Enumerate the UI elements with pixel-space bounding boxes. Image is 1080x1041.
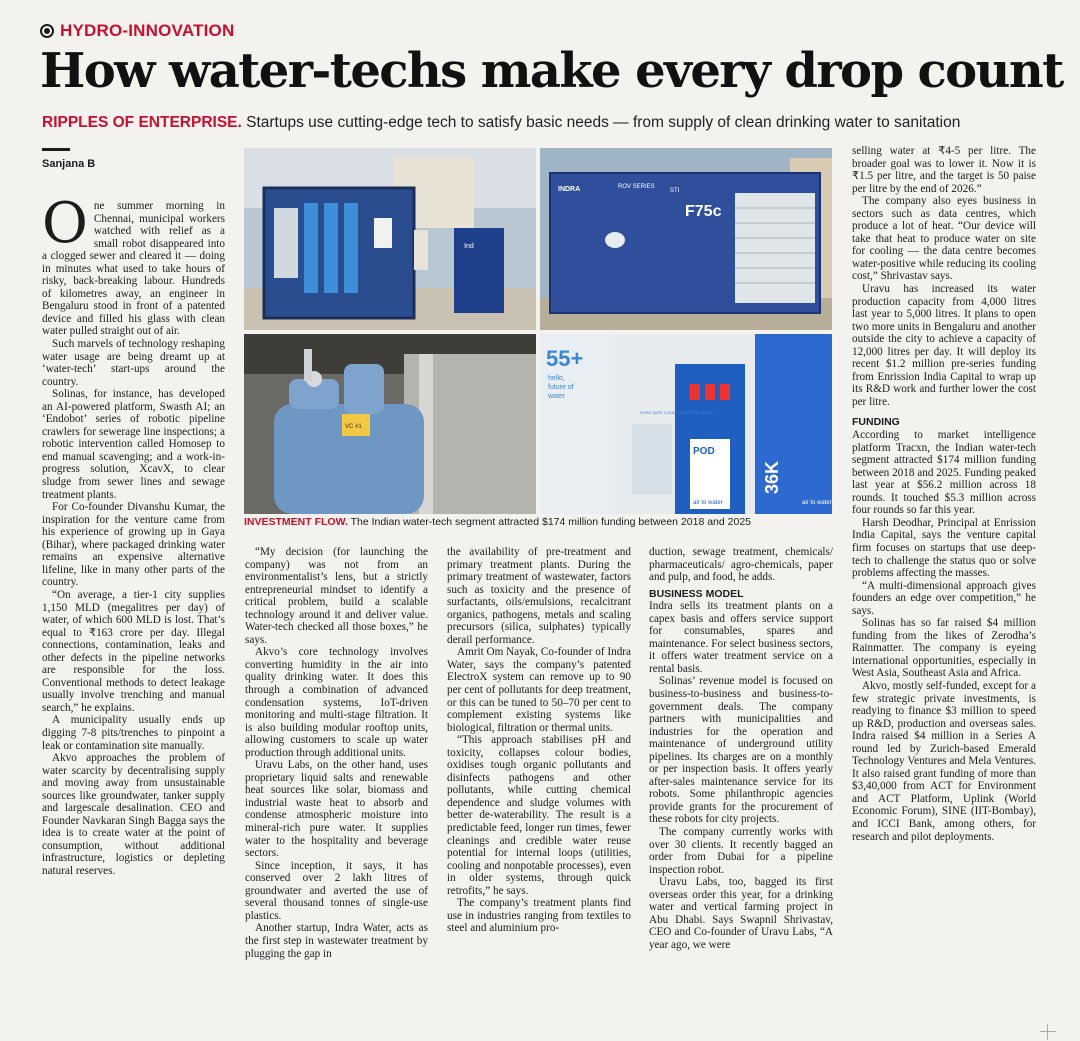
paragraph: Harsh Deodhar, Principal at Enrission India Capital, says the venture capital firm focuses on startups that use deep-tech to challenge the status quo or solve problems affecting the masses. xyxy=(852,516,1036,580)
paragraph: the availability of pre-treatment and primary treatment plants. During the primary treatment of wastewater, factors such as toxicity and the presence of surfactants, oils/emulsions, recalcitrant organics, pathogens, metals and scaling precursors (silica, sulphates) typically derail performance. xyxy=(447,546,631,646)
paragraph: duction, sewage treatment, chemicals/ pharmaceuticals/ agro-chemicals, paper and pulp, and food, he adds. xyxy=(649,546,833,584)
column-4 xyxy=(649,546,833,952)
paragraph: Such marvels of technology reshaping water usage are being dreamt up at ‘water-tech’ start-ups around the country. xyxy=(42,338,225,388)
paragraph: Amrit Om Nayak, Co-founder of Indra Water, says the company’s patented ElectroX system can remove up to 90 per cent of pollutants for deep treatment, or this can be tuned to 50–70 per cent to complement existing systems like biological, filtration or thermal units. xyxy=(447,646,631,734)
paragraph: Since inception, it says, it has conserved over 2 lakh litres of groundwater and averted the use of several thousand tonnes of single-use plastics. xyxy=(245,859,428,922)
crop-mark-icon xyxy=(1040,1024,1056,1040)
photo-label: Ind xyxy=(464,243,474,250)
paragraph: “On average, a tier-1 city supplies 1,150 MLD (megalitres per day) of water, of which 600 MLD is lost. That’s equal to ₹163 crore per day. Illegal connections, contamination, leaks and other defects in the pipeline networks are responsible for the loss. Conventional methods to detect leakage usually involve trenching and manual search,” he explains. xyxy=(42,588,225,714)
photo-illustration xyxy=(540,148,832,330)
kicker-label: HYDRO-INNOVATION xyxy=(60,21,235,40)
photo-caption xyxy=(244,516,834,528)
paragraph: Indra sells its treatment plants on a capex basis and offers service support for consumables, spares and maintenance. For select business sectors, it offers water treatment service on a rental basis. xyxy=(649,600,833,675)
photo-label: 55+ xyxy=(546,346,584,371)
paragraph: Solinas’ revenue model is focused on business-to-business and business-to-government deals. The company partners with municipalities and industries for the operation and maintenance of underground utility pipelines. Its charges are on a monthly or per inspection basis. It offers yearly after-sales maintenance service for its robots. Some philanthropic agencies provide grants for the procurement of these robots for city projects. xyxy=(649,675,833,826)
photo-illustration xyxy=(244,148,536,330)
paragraph: Akvo’s core technology involves converting humidity in the air into quality drinking water. It does this through a combination of advanced condensation systems, IoT-driven monitoring and multi-stage filtration. It is also building modular rooftop units, allowing customers to scale up water production through additional units. xyxy=(245,646,428,759)
paragraph: Akvo approaches the problem of water scarcity by decentralising supply and moving away from unsustainable sources like groundwater, tanker supply and largescale desalination. CEO and Founder Navkaran Singh Bagga says the idea is to create water at the point of consumption, without additional infrastructure, logistics or depleting natural reserves. xyxy=(42,752,225,877)
standfirst-text: Startups use cutting-edge tech to satisfy basic needs — from supply of clean drinking water to sanitation xyxy=(241,114,961,131)
paragraph: “A multi-dimensional approach gives founders an edge over competition,” he says. xyxy=(852,579,1036,617)
photo-label: air to water xyxy=(802,500,832,506)
paragraph: Uravu has increased its water production capacity from 4,000 litres last year to 5,000 litres. It plans to open two more units in Bengaluru and another outside the city to achieve a capacity of 12,000 litres per day. It will deploy its recent $1.2 million pre-series funding from Enrission India Capital to wrap up its R&D work and further lower the cost per litre. xyxy=(852,283,1036,408)
paragraph: The company currently works with over 30 clients. It recently bagged an order from Dubai for a pipeline inspection robot. xyxy=(649,826,833,876)
section-kicker xyxy=(40,20,234,42)
column-3 xyxy=(447,546,631,935)
photo-water-treatment-unit xyxy=(244,148,536,330)
standfirst xyxy=(42,113,1042,133)
paragraph: Another startup, Indra Water, acts as the first step in wastewater treatment by plugging the gap in xyxy=(245,922,428,960)
paragraph: “This approach stabilises pH and toxicity, collapses colour bodies, oxidises tough organic pollutants and disinfects pathogens and other pollutants, while cutting chemical dependence and sludge volumes with better de-waterability. The result is a predictable feed, longer run times, fewer cleanings and credible water reuse potential for internal loops (utilities, cooling and nonpotable processes), even in older systems, through quick retrofits,” he says. xyxy=(447,734,631,897)
paragraph: “My decision (for launching the company) was not from an environmentalist’s lens, but a strictly entrepreneurial mindset to identify a critical problem, build a scalable technology around it and deliver value. Water-tech checked all those boxes,” he says. xyxy=(245,546,428,646)
column-2 xyxy=(245,546,428,960)
caption-lead: INVESTMENT FLOW. xyxy=(244,516,348,528)
caption-text: The Indian water-tech segment attracted $174 million funding between 2018 and 2025 xyxy=(347,516,752,528)
subheading-funding: FUNDING xyxy=(852,416,900,429)
photo-label: STI xyxy=(670,188,680,194)
photo-container-unit xyxy=(540,148,832,330)
paragraph: Solinas, for instance, has developed an AI-powered platform, Swasth AI; an ‘Endobot’ series of robotic pipeline crawlers for sewerage line inspections; a robotic intervention called Homosep to end manual scavenging; and a work-in-progress solution, XcavX, to clear sludge from sewer lines and sewage treatment plants. xyxy=(42,388,225,501)
photo-label: PURE SAFE CLEAN WATER FROM AIR xyxy=(640,410,713,415)
subheading-business-model: BUSINESS MODEL xyxy=(649,587,744,600)
photo-label: POD xyxy=(693,446,715,457)
photo-illustration xyxy=(244,334,536,514)
paragraph-text: ne summer morning in Chennai, municipal workers watched with relief as a small robot disappeared into a clogged sewer and cleared it — doing in minutes what used to take hours of risky, back-breaking labour. Hundreds of kilometres away, an engineer in Bengaluru stood in front of a patented device and filled his glass with clean water pulled straight out of air. xyxy=(42,200,225,338)
byline-rule xyxy=(42,148,70,151)
paragraph: Akvo, mostly self-funded, except for a few strategic private investments, is readying to finance $3 million to speed up R&D, production and overseas sales. Indra raised $4 million in a Series A round led by Zurich-based Emerald Technology Ventures and Mela Ventures. It also raised grant funding of more than $3,40,000 from ACT for Environment and ACT Platform, Uplink (World Economic Forum), SINE (IIT-Bombay), and ICCI Bank, among others, for research and pilot deployments. xyxy=(852,679,1036,843)
photo-label: 36K xyxy=(762,460,782,494)
paragraph: Uravu Labs, too, bagged its first overseas order this year, for a drinking water and vertical farming project in Abu Dhabi. Says Swapnil Shrivastav, CEO and Co-founder of Uravu Labs, “A year ago, we were xyxy=(649,876,833,951)
photo-label: INDRA xyxy=(558,186,581,193)
paragraph: A municipality usually ends up digging 7-8 pits/trenches to pinpoint a leak or contamination site manually. xyxy=(42,714,225,752)
column-5 xyxy=(852,145,1036,843)
photo-steel-tanks xyxy=(244,334,536,514)
column-1 xyxy=(42,191,225,878)
byline: Sanjana B xyxy=(42,158,96,170)
paragraph: selling water at ₹4-5 per litre. The broader goal was to lower it. Now it is ₹1.5 per litre, and the target is 50 paise per litre by the end of 2026.” xyxy=(852,145,1036,195)
bullet-icon xyxy=(40,24,54,38)
photo-label: VC #1 xyxy=(345,424,362,430)
photo-label: water xyxy=(548,393,566,400)
paragraph: Uravu Labs, on the other hand, uses proprietary liquid salts and renewable heat sources like solar, biomass and industrial waste heat to absorb and condense atmospheric moisture into mineral-rich pure water. It supplies water to the hospitality and beverage sectors. xyxy=(245,759,428,860)
photo-label: future of xyxy=(548,384,574,391)
paragraph: For Co-founder Divanshu Kumar, the inspiration for the venture came from his experience of growing up in Gaya (Bihar), where packaged drinking water remains an expensive alternative lifeline, like in many other parts of the country. xyxy=(42,501,225,589)
photo-illustration xyxy=(540,334,832,514)
standfirst-lead: RIPPLES OF ENTERPRISE. xyxy=(42,114,242,131)
headline: How water-techs make every drop count xyxy=(40,43,1063,99)
photo-label: hello, xyxy=(548,375,565,382)
photo-label: F75c xyxy=(685,203,722,220)
drop-cap: O xyxy=(42,191,88,256)
paragraph: According to market intelligence platform Tracxn, the Indian water-tech segment attracted $174 million funding between 2018 and 2025. Funding peaked last year at $56.2 million across 18 rounds. It touched $5.3 million across four rounds so far this year. xyxy=(852,429,1036,517)
photo-label: ROV SERIES xyxy=(618,184,655,190)
paragraph: The company also eyes business in sectors such as data centres, which produce a lot of heat. “Our device will take that heat to produce water on site for cooling — the data centre becomes water-positive while reducing its cooling cost,” Shrivastav says. xyxy=(852,195,1036,283)
paragraph: The company’s treatment plants find use in industries ranging from textiles to steel and aluminium pro- xyxy=(447,897,631,935)
photo-label: air to water xyxy=(693,500,723,506)
paragraph: Solinas has so far raised $4 million funding from the likes of Zerodha’s Rainmatter. The company is eyeing international opportunities, especially in West Asia, Southeast Asia and Africa. xyxy=(852,617,1036,680)
photo-air-to-water-dispensers xyxy=(540,334,832,514)
paragraph xyxy=(42,191,225,338)
